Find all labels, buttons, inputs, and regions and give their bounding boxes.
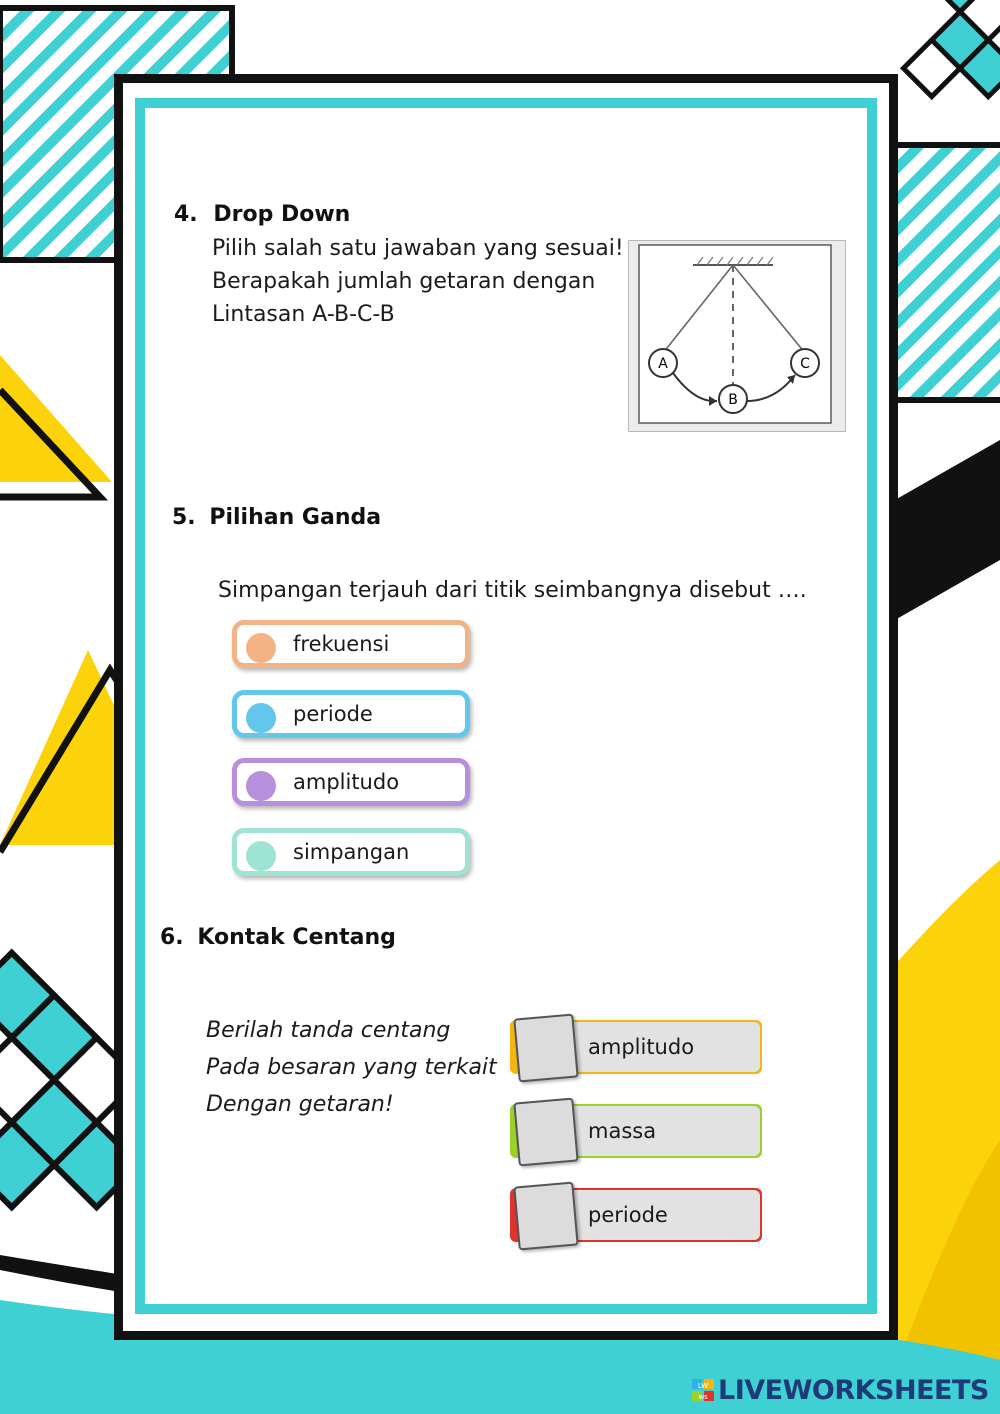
checkbox[interactable]: [513, 1098, 578, 1167]
option-amplitudo[interactable]: [232, 758, 470, 806]
option-label: amplitudo: [293, 770, 400, 794]
logo-text: LIVEWORKSHEETS: [718, 1374, 989, 1406]
q4-instructions: [212, 232, 624, 331]
option-label: periode: [293, 702, 373, 726]
option-label: frekuensi: [293, 632, 390, 656]
check-label: massa: [588, 1119, 657, 1143]
q4-heading: [174, 202, 350, 227]
q6-heading: [160, 925, 396, 950]
q5-title: Pilihan Ganda: [209, 505, 382, 530]
q4-line: Lintasan A-B-C-B: [212, 302, 395, 327]
checkbox[interactable]: [513, 1182, 578, 1251]
q6-line: Berilah tanda centang: [206, 1018, 451, 1043]
check-label: periode: [588, 1203, 668, 1227]
logo-mark-bottom: ws: [698, 1393, 708, 1401]
q4-number: 4.: [174, 202, 198, 227]
bob-c: [791, 349, 819, 377]
radio-dot: [246, 633, 276, 663]
q6-number: 6.: [160, 925, 184, 950]
q5-number: 5.: [172, 505, 196, 530]
bob-b: [719, 385, 747, 413]
q5-question: Simpangan terjauh dari titik seimbangnya disebut ….: [218, 578, 807, 603]
radio-dot: [246, 841, 276, 871]
check-amplitudo[interactable]: [510, 1016, 766, 1080]
q6-line: Pada besaran yang terkait: [206, 1055, 497, 1080]
radio-dot: [246, 703, 276, 733]
q4-title: Drop Down: [213, 202, 351, 227]
option-label: simpangan: [293, 840, 410, 864]
logo-mark-top: LW: [697, 1382, 709, 1390]
checkbox[interactable]: [513, 1014, 578, 1083]
radio-dot: [246, 771, 276, 801]
pendulum-diagram: [628, 240, 846, 432]
bob-a-label: A: [658, 356, 668, 372]
bob-a: [649, 349, 677, 377]
q6-title: Kontak Centang: [197, 925, 396, 950]
bob-c-label: C: [800, 356, 810, 372]
option-frekuensi[interactable]: [232, 620, 470, 668]
q6-line: Dengan getaran!: [206, 1092, 394, 1117]
q4-line: Pilih salah satu jawaban yang sesuai!: [212, 236, 624, 261]
logo-mark-icon: [692, 1379, 714, 1401]
check-massa[interactable]: [510, 1100, 766, 1164]
check-periode[interactable]: [510, 1184, 766, 1248]
check-label: amplitudo: [588, 1035, 695, 1059]
q6-instructions: [206, 1012, 497, 1123]
option-periode[interactable]: [232, 690, 470, 738]
bob-b-label: B: [728, 392, 738, 408]
liveworksheets-logo: [692, 1374, 989, 1406]
q5-heading: [172, 505, 381, 530]
option-simpangan[interactable]: [232, 828, 470, 876]
q4-line: Berapakah jumlah getaran dengan: [212, 269, 596, 294]
